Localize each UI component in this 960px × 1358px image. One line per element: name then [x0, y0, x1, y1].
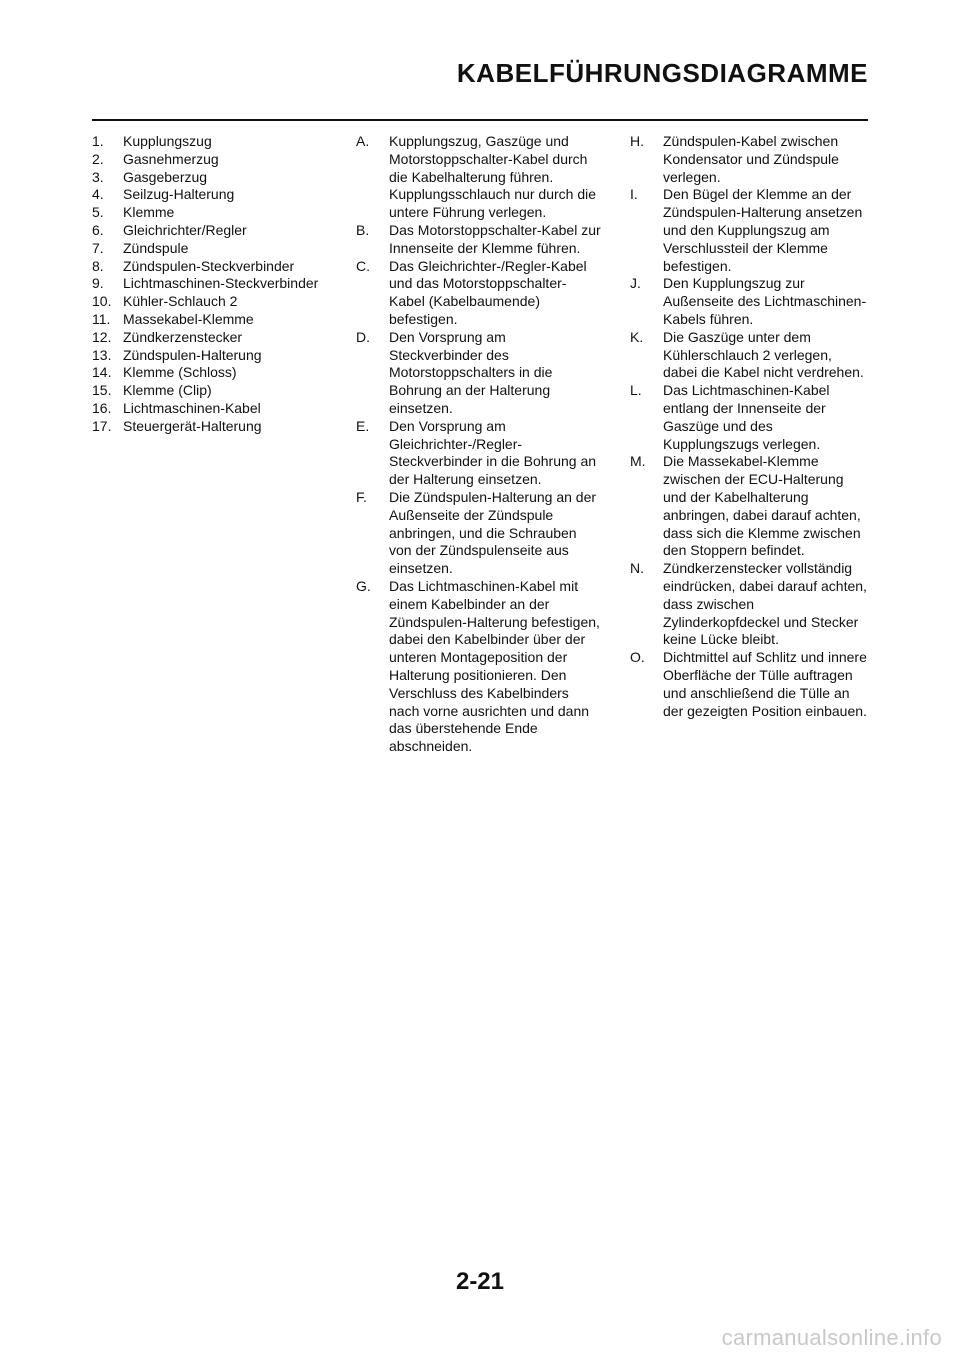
note-item-text: Zündspulen-Kabel zwischen Kondensator und Zündspule verlegen. — [663, 133, 839, 185]
note-item-text: Kupplungszug, Gaszüge und Motorstoppschalter-Kabel durch die Kabelhalterung führen. Kupplungsschlauch nur durch die untere Führung verlegen. — [389, 133, 597, 221]
parts-list — [92, 133, 342, 436]
part-item-marker: 14. — [92, 364, 112, 381]
note-item-marker: F. — [356, 488, 367, 505]
part-item-marker: 2. — [92, 150, 104, 167]
part-item — [92, 204, 342, 222]
note-item-marker: A. — [356, 133, 370, 149]
part-item-marker: 16. — [92, 399, 112, 416]
note-item-text: Das Gleichrichter-/Regler-Kabel und das Motorstoppschalter-Kabel (Kabelbaumende) befestigen. — [389, 257, 587, 327]
note-item-marker: D. — [356, 328, 370, 345]
note-item-text: Den Bügel der Klemme an der Zündspulen-Halterung ansetzen und den Kupplungszug am Verschlussteil der Klemme befestigen. — [663, 186, 863, 274]
part-item-text: Klemme (Clip) — [123, 382, 212, 399]
part-item-text: Gasgeberzug — [123, 168, 208, 185]
note-item-marker: N. — [630, 560, 644, 577]
note-item-text: Die Massekabel-Klemme zwischen der ECU-Halterung und der Kabelhalterung anbringen, dabei darauf achten, dass sich die Klemme zwischen den Stoppern befindet. — [663, 453, 861, 559]
note-item — [630, 275, 870, 328]
note-item — [356, 489, 602, 578]
note-item-marker: J. — [630, 275, 641, 292]
part-item-text: Gleichrichter/Regler — [123, 221, 247, 238]
part-item — [92, 293, 342, 311]
note-item-marker: G. — [356, 577, 371, 594]
title-divider — [92, 119, 868, 121]
note-item — [356, 258, 602, 329]
note-item — [630, 133, 870, 186]
part-item-text: Zündspule — [123, 239, 189, 256]
note-item — [630, 560, 870, 649]
part-item-marker: 5. — [92, 204, 104, 221]
part-item-marker: 4. — [92, 186, 104, 203]
part-item-marker: 7. — [92, 239, 104, 256]
part-item-marker: 17. — [92, 417, 112, 434]
part-item — [92, 169, 342, 187]
part-item-text: Kühler-Schlauch 2 — [123, 293, 238, 310]
part-item-text: Zündspulen-Steckverbinder — [123, 257, 295, 274]
part-item-text: Klemme (Schloss) — [123, 364, 237, 381]
part-item-marker: 8. — [92, 257, 104, 274]
part-item-text: Seilzug-Halterung — [123, 186, 235, 203]
note-item-text: Die Zündspulen-Halterung an der Außenseite der Zündspule anbringen, und die Schrauben von der Zündspulenseite aus einsetzen. — [389, 488, 597, 577]
note-item-text: Den Vorsprung am Gleichrichter-/Regler-Steckverbinder in die Bohrung an der Halterung einsetzen. — [389, 417, 597, 488]
part-item-marker: 6. — [92, 221, 104, 238]
note-item-text: Den Kupplungszug zur Außenseite des Lichtmaschinen-Kabels führen. — [663, 275, 867, 327]
note-item-text: Das Lichtmaschinen-Kabel mit einem Kabelbinder an der Zündspulen-Halterung befestigen, dabei den Kabelbinder über der unteren Montageposition der Halterung positionieren. Den Verschluss des Kabelbinders nach vorne ausrichten und dann das überstehende Ende abschneiden. — [389, 577, 600, 755]
notes-list-a-to-g — [356, 133, 602, 756]
part-item-marker: 9. — [92, 275, 104, 292]
part-item — [92, 400, 342, 418]
part-item-text: Steuergerät-Halterung — [123, 417, 262, 434]
part-item-text: Gasnehmerzug — [123, 150, 219, 167]
part-item — [92, 151, 342, 169]
watermark[interactable]: carmanualsonline.info — [721, 1325, 942, 1350]
note-item-text: Die Gaszüge unter dem Kühlerschlauch 2 verlegen, dabei die Kabel nicht verdrehen. — [663, 328, 864, 381]
note-item — [356, 418, 602, 489]
part-item-marker: 13. — [92, 346, 112, 363]
note-item-text: Zündkerzenstecker vollständig eindrücken, dabei darauf achten, dass zwischen Zylinderkopfdeckel und Stecker keine Lücke bleibt. — [663, 560, 867, 648]
part-item-marker: 11. — [92, 310, 111, 327]
part-item-text: Lichtmaschinen-Kabel — [123, 399, 261, 416]
part-item — [92, 240, 342, 258]
note-item — [630, 329, 870, 382]
part-item-text: Massekabel-Klemme — [123, 310, 254, 327]
note-item-marker: I. — [630, 186, 638, 203]
part-item-text: Lichtmaschinen-Steckverbinder — [123, 275, 319, 292]
note-item-marker: O. — [630, 649, 645, 666]
note-item-marker: C. — [356, 257, 370, 274]
note-item-marker: K. — [630, 328, 644, 345]
note-item-text: Den Vorsprung am Steckverbinder des Motorstoppschalters in die Bohrung an der Halterung einsetzen. — [389, 328, 553, 416]
note-item-text: Das Lichtmaschinen-Kabel entlang der Innenseite der Gaszüge und des Kupplungszugs verlegen. — [663, 382, 830, 452]
part-item — [92, 186, 342, 204]
note-item-marker: H. — [630, 133, 644, 149]
part-item-text: Klemme — [123, 204, 175, 221]
part-item-marker: 1. — [92, 133, 104, 149]
note-item — [630, 382, 870, 453]
note-item — [356, 578, 602, 756]
note-item-text: Das Motorstoppschalter-Kabel zur Innenseite der Klemme führen. — [389, 221, 601, 256]
note-item — [356, 222, 602, 258]
part-item — [92, 329, 342, 347]
part-item-marker: 3. — [92, 168, 104, 185]
note-item-marker: M. — [630, 453, 646, 470]
part-item-text: Zündspulen-Halterung — [123, 346, 262, 363]
part-item — [92, 382, 342, 400]
part-item — [92, 133, 342, 151]
part-item — [92, 364, 342, 382]
note-item — [356, 329, 602, 418]
part-item — [92, 222, 342, 240]
note-item — [356, 133, 602, 222]
page-title: KABELFÜHRUNGSDIAGRAMME — [456, 58, 868, 88]
note-item-marker: E. — [356, 417, 370, 434]
note-item — [630, 453, 870, 560]
part-item-marker: 15. — [92, 382, 112, 399]
note-item-marker: B. — [356, 221, 370, 238]
page-number: 2-21 — [455, 1268, 505, 1295]
part-item — [92, 418, 342, 436]
part-item-text: Zündkerzenstecker — [123, 328, 243, 345]
part-item — [92, 347, 342, 365]
note-item-text: Dichtmittel auf Schlitz und innere Oberfläche der Tülle auftragen und anschließend die Tülle an der gezeigten Position einbauen. — [663, 649, 867, 719]
part-item-text: Kupplungszug — [123, 133, 212, 149]
part-item — [92, 258, 342, 276]
part-item — [92, 275, 342, 293]
note-item — [630, 186, 870, 275]
note-item — [630, 649, 870, 720]
part-item-marker: 12. — [92, 328, 112, 345]
note-item-marker: L. — [630, 382, 642, 399]
part-item-marker: 10. — [92, 293, 112, 310]
notes-list-h-to-o — [630, 133, 870, 720]
part-item — [92, 311, 342, 329]
